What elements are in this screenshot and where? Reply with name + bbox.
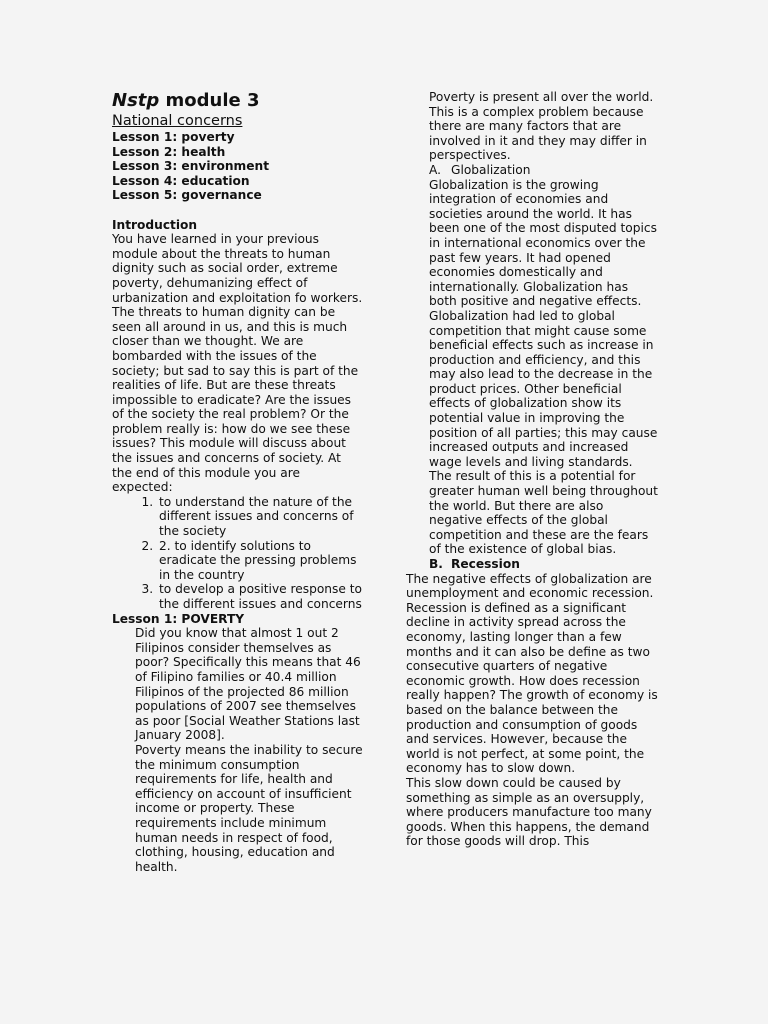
section-letter: B.	[429, 557, 443, 571]
objectives-list	[112, 495, 364, 612]
title-rest: module 3	[159, 90, 260, 111]
section-b-label	[406, 557, 658, 572]
poverty-paragraph: Poverty is present all over the world. This is a complex problem because there are many factors that are involved in it and they may differ in perspectives.	[429, 90, 654, 163]
lesson-list-item: Lesson 4: education	[112, 173, 250, 188]
objective-item: 1. to understand the nature of the different issues and concerns of the society	[157, 495, 364, 539]
title-italic: Nstp	[112, 90, 160, 111]
lesson-list-item: Lesson 1: poverty	[112, 130, 235, 144]
document-subtitle: National concerns	[112, 113, 243, 129]
recession-paragraph: The negative effects of globalization are unemployment and economic recession. Recession is defined as a significant decline in activity spread across the economy, lasting longer than a few months and it can also be define as two consecutive quarters of negative economic growth. How does recession really happen? The growth of economy is based on the balance between the production and consumption of goods and services. However, because the world is not perfect, at some point, the economy has to slow down.	[406, 571, 658, 776]
recession-paragraph: This slow down could be caused by something as simple as an oversupply, where producers manufacture too many goods. When this happens, the demand for those goods will drop. This	[406, 775, 652, 849]
introduction-heading: Introduction	[112, 217, 198, 232]
objective-item: 3. to develop a positive response to the different issues and concerns	[157, 582, 364, 611]
lesson-list-item: Lesson 3: environment	[112, 159, 270, 174]
section-title: Globalization	[451, 162, 531, 177]
section-letter: A.	[429, 162, 441, 177]
left-column	[112, 90, 364, 874]
lesson1-paragraph: Did you know that almost 1 out 2 Filipinos consider themselves as poor? Specifically this means that 46 of Filipino families or 40.4 million Filipinos of the projected 86 million populations of 2007 see themselves as poor [Social Weather Stations last January 2008].	[135, 626, 361, 743]
blank-line	[112, 203, 364, 218]
lesson-list-item: Lesson 2: health	[112, 144, 226, 159]
right-column	[406, 90, 658, 849]
document-title	[112, 90, 364, 112]
section-a-label	[406, 163, 658, 178]
globalization-paragraph: Globalization is the growing integration of economies and societies around the world. It has been one of the most disputed topics in international economics over the past few years. It had opened economies domestically and internationally. Globalization has both positive and negative effects.	[429, 177, 657, 309]
lesson-list-item: Lesson 5: governance	[112, 188, 262, 203]
objective-item: 2. 2. to identify solutions to eradicate the pressing problems in the country	[157, 539, 364, 583]
introduction-paragraph: You have learned in your previous module about the threats to human dignity such as social order, extreme poverty, dehumanizing effect of urbanization and exploitation fo workers. The threats to human dignity can be seen all around in us, and this is much closer than we thought. We are bombarded with the issues of the society; but sad to say this is part of the realities of life. But are these threats impossible to eradicate? Are the issues of the society the real problem? Or the problem really is: how do we see these issues? This module will discuss about the issues and concerns of society. At the end of this module you are expected:	[112, 232, 363, 495]
section-title: Recession	[451, 557, 520, 571]
lesson1-paragraph: Poverty means the inability to secure the minimum consumption requirements for life, health and efficiency on account of insufficient income or property. These requirements include minimum human needs in respect of food, clothing, housing, education and health.	[135, 742, 363, 874]
lesson1-heading: Lesson 1: POVERTY	[112, 611, 245, 626]
globalization-paragraph: Globalization had led to global competition that might cause some beneficial effects such as increase in production and efficiency, and this may also lead to the decrease in the product prices. Other beneficial effects of globalization show its potential value in improving the position of all parties; this may cause increased outputs and increased wage levels and living standards. The result of this is a potential for greater human well being throughout the world. But there are also negative effects of the global competition and these are the fears of the existence of global bias.	[429, 308, 658, 557]
